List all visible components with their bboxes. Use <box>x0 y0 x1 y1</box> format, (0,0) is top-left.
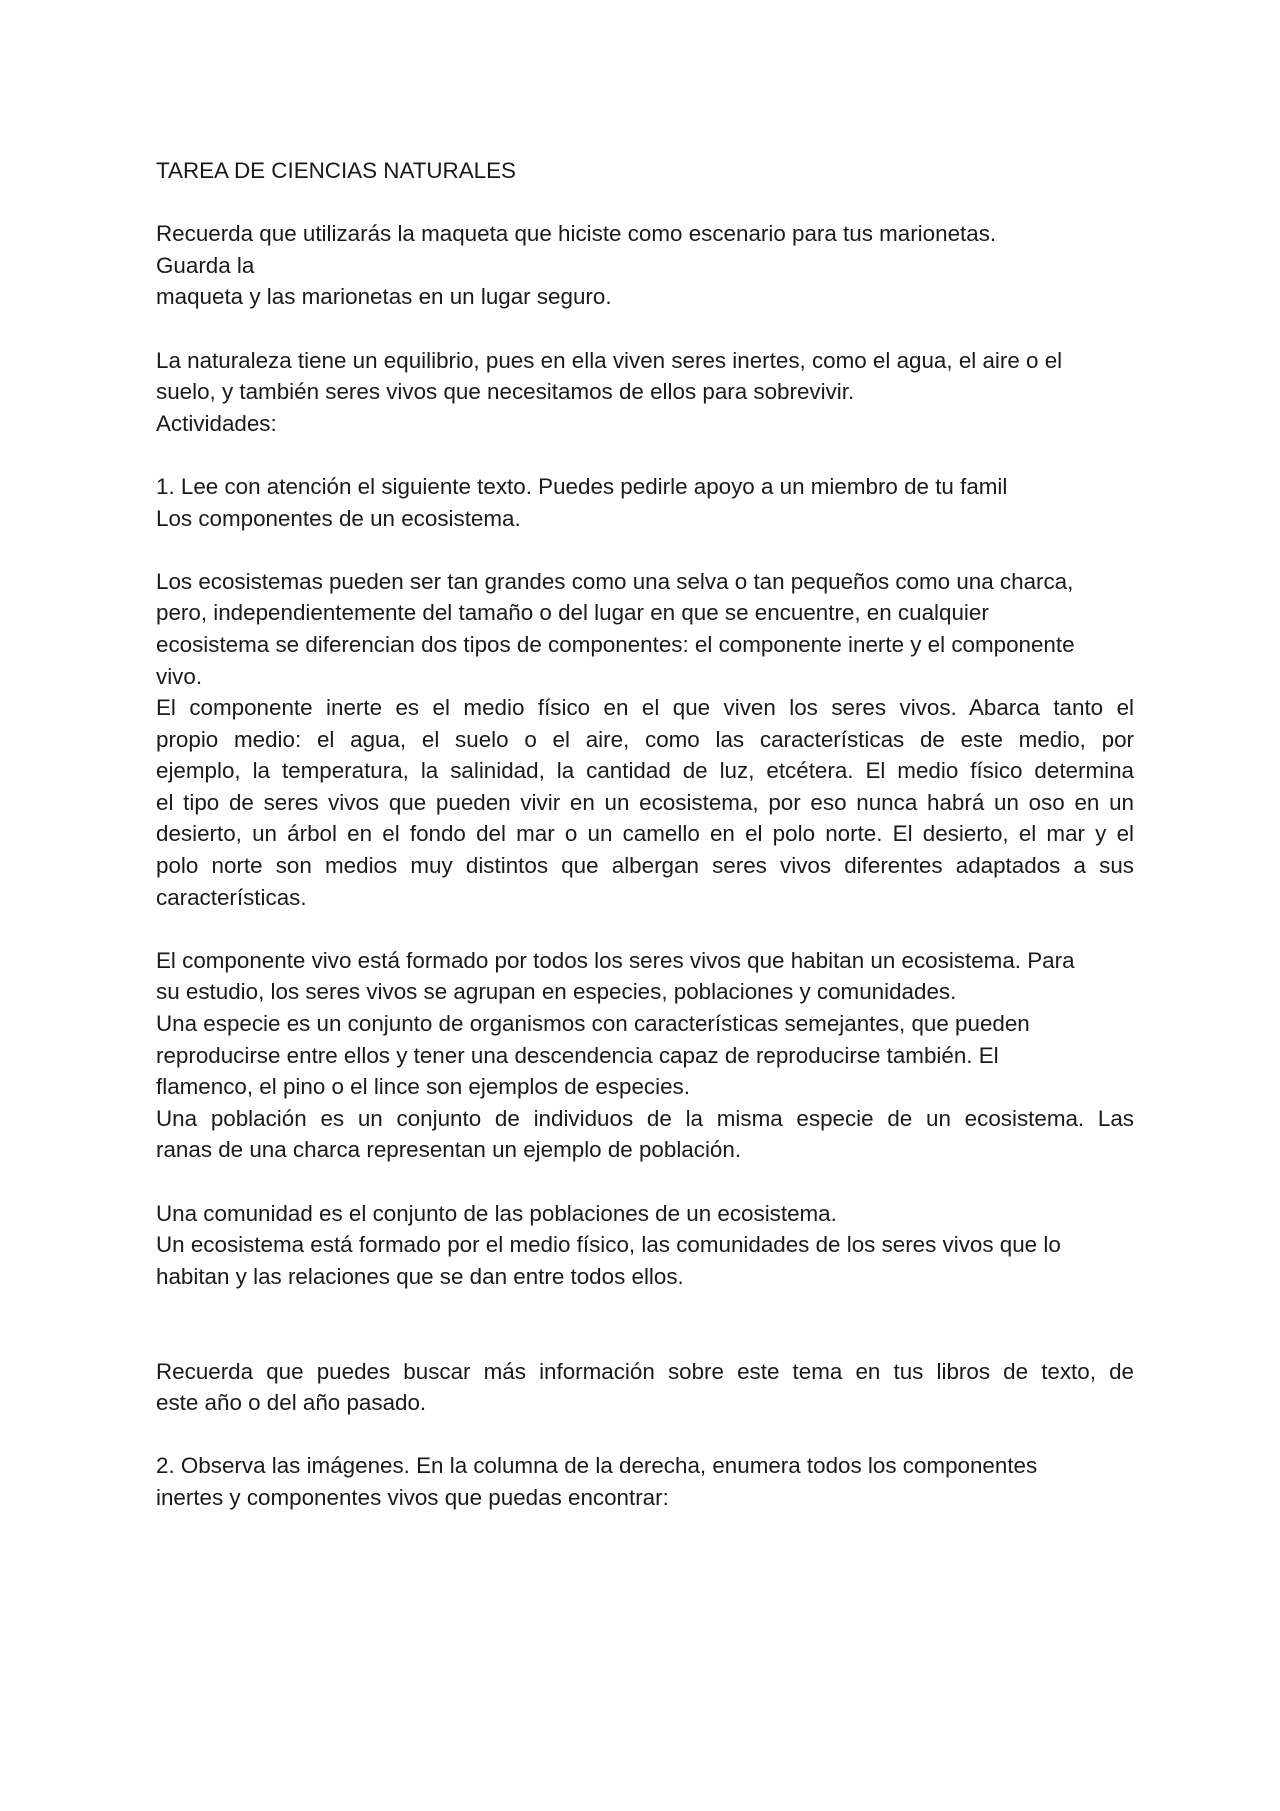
paragraph-gap <box>156 313 1134 345</box>
text-line: ranas de una charca representan un ejemplo de población. <box>156 1137 742 1163</box>
text-line: El componente inerte es el medio físico en el que viven los seres vivos. Abarca tanto el <box>156 695 1134 721</box>
text-line: flamenco, el pino o el lince son ejemplos de especies. <box>156 1074 690 1100</box>
text-line: el tipo de seres vivos que pueden vivir en un ecosistema, por eso nunca habrá un oso en un <box>156 789 1134 815</box>
text-line: propio medio: el agua, el suelo o el aire, como las características de este medio, por <box>156 726 1134 752</box>
paragraph-gap <box>156 913 1134 945</box>
paragraph-gap <box>156 1166 1134 1198</box>
paragraph-equilibrio <box>156 345 1134 440</box>
text-line: 2. Observa las imágenes. En la columna de la derecha, enumera todos los componentes <box>156 1453 1038 1479</box>
text-line: pero, independientemente del tamaño o del lugar en que se encuentre, en cualquier <box>156 600 989 626</box>
text-line: La naturaleza tiene un equilibrio, pues en ella viven seres inertes, como el agua, el aire o el <box>156 347 1063 373</box>
paragraph-recuerda <box>156 1356 1134 1419</box>
paragraph-gap <box>156 187 1134 219</box>
text-line: características. <box>156 884 307 910</box>
paragraph-comunidad <box>156 1198 1134 1293</box>
text-line: inertes y componentes vivos que puedas encontrar: <box>156 1484 669 1510</box>
text-line: Los ecosistemas pueden ser tan grandes como una selva o tan pequeños como una charca, <box>156 568 1074 594</box>
text-line: maqueta y las marionetas en un lugar seguro. <box>156 284 612 310</box>
activities-heading: Actividades: <box>156 410 277 436</box>
text-line: El componente vivo está formado por todos los seres vivos que habitan un ecosistema. Para <box>156 947 1075 973</box>
text-line: Un ecosistema está formado por el medio físico, las comunidades de los seres vivos que lo <box>156 1232 1061 1258</box>
text-line: Una población es un conjunto de individuos de la misma especie de un ecosistema. Las <box>156 1105 1134 1131</box>
text-line: ecosistema se diferencian dos tipos de componentes: el componente inerte y el componente <box>156 631 1075 657</box>
paragraph-componente-vivo <box>156 945 1134 1166</box>
text-line: vivo. <box>156 663 203 689</box>
paragraph-gap <box>156 534 1134 566</box>
text-line: ejemplo, la temperatura, la salinidad, la cantidad de luz, etcétera. El medio físico determina <box>156 758 1134 784</box>
text-line: Guarda la <box>156 252 255 278</box>
paragraph-gap <box>156 1292 1134 1355</box>
text-line: Una especie es un conjunto de organismos con características semejantes, que pueden <box>156 1011 1030 1037</box>
text-line: reproducirse entre ellos y tener una descendencia capaz de reproducirse también. El <box>156 1042 999 1068</box>
activity-2 <box>156 1450 1134 1513</box>
text-line: Recuerda que utilizarás la maqueta que hiciste como escenario para tus marionetas. <box>156 221 997 247</box>
text-line: polo norte son medios muy distintos que albergan seres vivos diferentes adaptados a sus <box>156 853 1134 879</box>
text-line: Una comunidad es el conjunto de las poblaciones de un ecosistema. <box>156 1200 837 1226</box>
text-line: Recuerda que puedes buscar más información sobre este tema en tus libros de texto, de <box>156 1358 1134 1384</box>
page-title: TAREA DE CIENCIAS NATURALES <box>156 158 516 183</box>
document-body <box>156 155 1134 1514</box>
paragraph-componentes <box>156 566 1134 914</box>
text-line: 1. Lee con atención el siguiente texto. Puedes pedirle apoyo a un miembro de tu famil <box>156 473 1008 499</box>
text-line: habitan y las relaciones que se dan entre todos ellos. <box>156 1263 684 1289</box>
text-line: su estudio, los seres vivos se agrupan en especies, poblaciones y comunidades. <box>156 979 957 1005</box>
paragraph-gap <box>156 439 1134 471</box>
text-line: este año o del año pasado. <box>156 1390 427 1416</box>
text-line: desierto, un árbol en el fondo del mar o un camello en el polo norte. El desierto, el mar y el <box>156 821 1134 847</box>
paragraph-gap <box>156 1419 1134 1451</box>
text-line: suelo, y también seres vivos que necesitamos de ellos para sobrevivir. <box>156 379 855 405</box>
section-heading: Los componentes de un ecosistema. <box>156 505 521 531</box>
activity-1 <box>156 471 1134 534</box>
paragraph-maqueta <box>156 218 1134 313</box>
